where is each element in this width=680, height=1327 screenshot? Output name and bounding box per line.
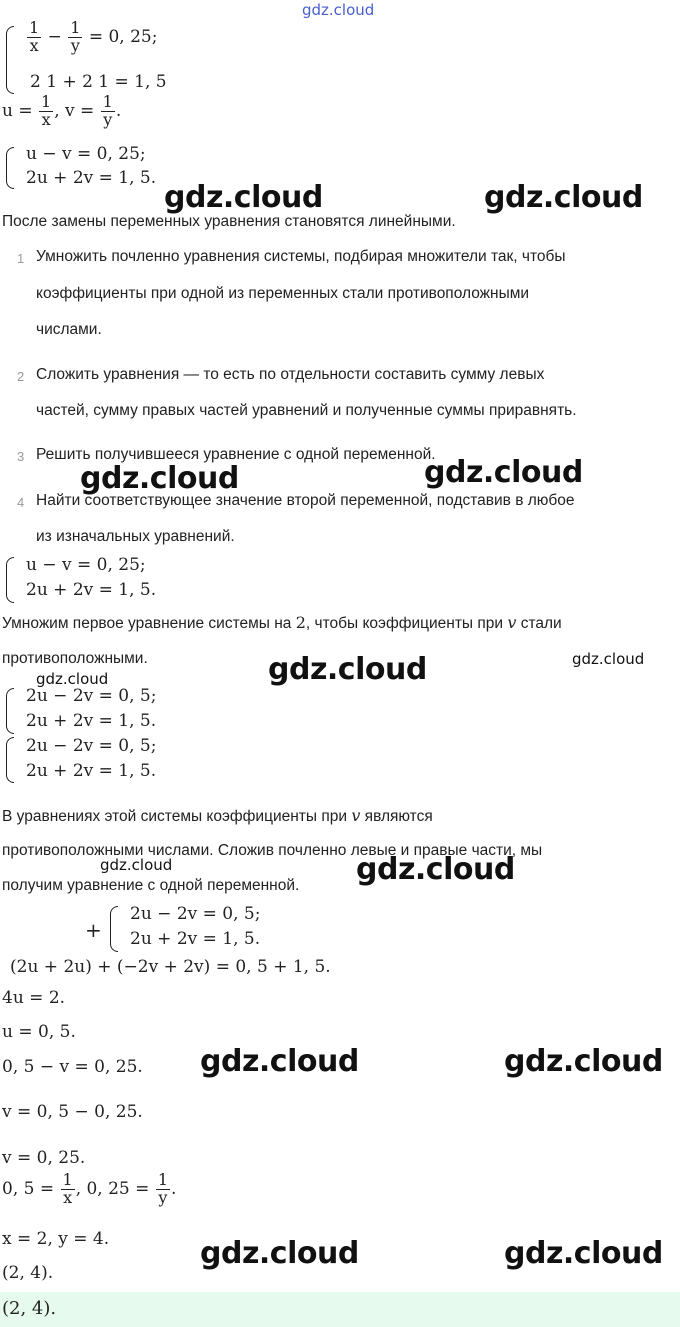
multiply-text-line2: противоположными. (2, 650, 148, 667)
system4-eq3: 2u − 2v = 0, 5; (26, 736, 157, 756)
solution-line: v = 0, 25. (2, 1148, 86, 1168)
system3-eq2: 2u + 2v = 1, 5. (26, 580, 157, 600)
system1-eq1: $\frac{1}{x}$ − $\frac{1}{y}$ = 0, 25; (29, 18, 158, 55)
solution-line: 0, 5 − v = 0, 25. (2, 1057, 143, 1077)
multiply-text-line1: Умножим первое уравнение системы на 2, чтобы коэффициенты при v стали (2, 613, 562, 632)
solution-line: 4u = 2. (2, 988, 66, 1008)
solution-line: x = 2, y = 4. (2, 1229, 110, 1249)
step-number: 1 (17, 251, 25, 266)
addition-eq1: 2u − 2v = 0, 5; (130, 904, 261, 924)
substitution-line: u = $\frac{1}{x}$ , v = $\frac{1}{y}$ . (2, 92, 122, 129)
step-text: частей, сумму правых частей уравнений и полученные суммы приравнять. (36, 402, 577, 419)
addition-brace (110, 906, 118, 952)
step-number: 2 (17, 369, 25, 384)
intro-text: После замены переменных уравнения становятся линейными. (2, 213, 456, 230)
watermark: gdz.cloud (484, 180, 643, 215)
system4-eq1: 2u − 2v = 0, 5; (26, 686, 157, 706)
explain-text-line1: В уравнениях этой системы коэффициенты при v являются (2, 806, 433, 825)
addition-eq2: 2u + 2v = 1, 5. (130, 929, 261, 949)
system4-eq4: 2u + 2v = 1, 5. (26, 761, 157, 781)
step-text: Сложить уравнения — то есть по отдельности составить сумму левых (36, 366, 545, 383)
watermark: gdz.cloud (504, 1236, 663, 1271)
watermark: gdz.cloud (356, 852, 515, 887)
step-text: числами. (36, 321, 102, 338)
solution-line-fractions: 0, 5 = $\frac{1}{x}$ , 0, 25 = $\frac{1}{y}$ . (2, 1170, 177, 1207)
watermark-small: gdz.cloud (36, 670, 109, 688)
solution-line: u = 0, 5. (2, 1022, 76, 1042)
system3-brace (6, 557, 14, 603)
sum-equation: (2u + 2u) + (−2v + 2v) = 0, 5 + 1, 5. (10, 957, 331, 977)
system2-eq2: 2u + 2v = 1, 5. (26, 168, 157, 188)
system1-brace (6, 26, 14, 94)
watermark-small: gdz.cloud (100, 856, 173, 874)
step-text: коэффициенты при одной из переменных стали противоположными (36, 285, 530, 302)
explain-text-line3: получим уравнение с одной переменной. (2, 877, 300, 894)
watermark: gdz.cloud (80, 461, 239, 496)
watermark-top: gdz.cloud (302, 1, 375, 19)
watermark: gdz.cloud (268, 652, 427, 687)
step-text: Умножить почленно уравнения системы, подбирая множители так, чтобы (36, 248, 566, 265)
system2-brace (6, 147, 14, 189)
step-text: Решить получившееся уравнение с одной переменной. (36, 446, 436, 463)
watermark: gdz.cloud (200, 1044, 359, 1079)
system1-eq2-clipped: 2 1 + 2 1 = 1, 5 (30, 72, 167, 92)
solution-line: v = 0, 5 − 0, 25. (2, 1102, 143, 1122)
answer-box (0, 1292, 680, 1327)
system3-eq1: u − v = 0, 25; (26, 555, 146, 575)
system4-brace-a (6, 688, 14, 734)
step-number: 4 (17, 495, 25, 510)
watermark: gdz.cloud (200, 1236, 359, 1271)
explain-text-line2: противоположными числами. Сложив почленно левые и правые части, мы (2, 842, 543, 859)
watermark-small: gdz.cloud (572, 650, 645, 668)
step-text: из изначальных уравнений. (36, 528, 235, 545)
system4-brace-b (6, 737, 14, 783)
step-text: Найти соответствующее значение второй переменной, подставив в любое (36, 492, 575, 509)
system4-eq2: 2u + 2v = 1, 5. (26, 711, 157, 731)
watermark: gdz.cloud (164, 180, 323, 215)
answer-value: (2, 4). (2, 1298, 57, 1319)
system2-eq1: u − v = 0, 25; (26, 144, 146, 164)
solution-line: (2, 4). (2, 1263, 54, 1283)
watermark: gdz.cloud (504, 1044, 663, 1079)
watermark: gdz.cloud (424, 455, 583, 490)
step-number: 3 (17, 449, 25, 464)
plus-sign: + (85, 918, 102, 942)
